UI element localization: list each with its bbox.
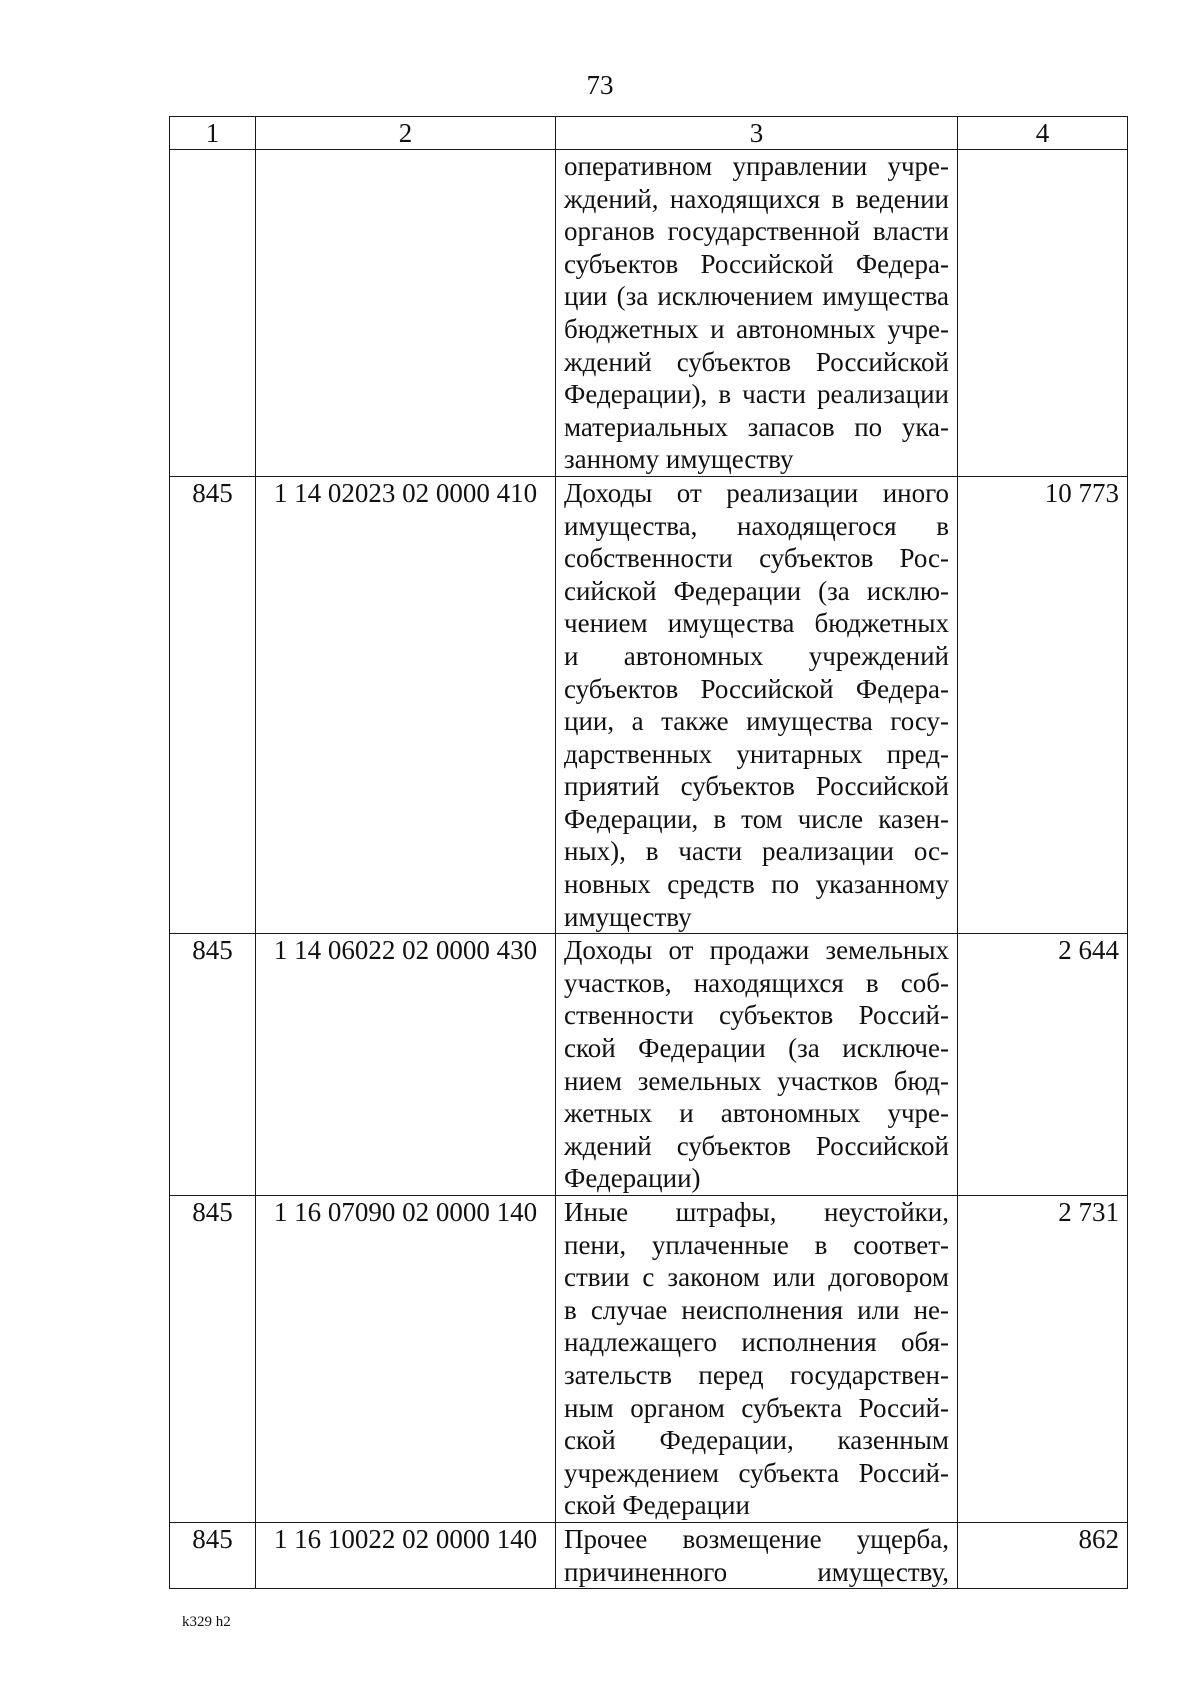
table-row xyxy=(170,934,1128,1196)
table-row xyxy=(170,476,1128,933)
amount-cell: 10 773 xyxy=(958,476,1128,933)
income-name-line: и автономных учреждений xyxy=(564,640,949,671)
income-name-line: имущества, находящегося в xyxy=(564,510,949,541)
income-name-line: ской Федерации, казенным xyxy=(564,1425,949,1456)
footer-document-code: k329 h2 xyxy=(182,1614,231,1630)
admin-code-cell: 845 xyxy=(170,1522,256,1588)
income-name-line: ской Федерации (за исключе- xyxy=(564,1033,949,1064)
income-name-line: бюджетных и автономных учре- xyxy=(564,313,949,344)
income-name-cell xyxy=(556,1196,958,1523)
income-name-line: чением имущества бюджетных xyxy=(564,608,949,639)
admin-code-cell: 845 xyxy=(170,1196,256,1523)
income-name-line: имуществу xyxy=(564,901,692,932)
income-name-line: Прочее возмещение ущерба, xyxy=(564,1523,949,1554)
income-name-line: материальных запасов по ука- xyxy=(564,411,949,442)
income-name-cell xyxy=(556,1522,958,1588)
income-name-line: нием земельных участков бюд- xyxy=(564,1065,949,1096)
table-row xyxy=(170,150,1128,477)
budget-classification-code-cell xyxy=(256,150,556,477)
table-body xyxy=(170,150,1128,1589)
table-row xyxy=(170,1196,1128,1523)
income-name-line: в случае неисполнения или не- xyxy=(564,1294,949,1325)
amount-cell xyxy=(958,150,1128,477)
budget-classification-code-cell: 1 14 06022 02 0000 430 xyxy=(256,934,556,1196)
column-header-3: 3 xyxy=(556,117,958,150)
admin-code-cell xyxy=(170,150,256,477)
amount-cell: 2 731 xyxy=(958,1196,1128,1523)
income-name-line: учреждением субъекта Россий- xyxy=(564,1457,949,1488)
table-header-row xyxy=(170,117,1128,150)
income-name-line: участков, находящихся в соб- xyxy=(564,967,949,998)
income-name-line: Федерации), в части реализации xyxy=(564,379,949,410)
column-header-4: 4 xyxy=(958,117,1128,150)
income-name-line: ждений субъектов Российской xyxy=(564,346,949,377)
income-name-cell xyxy=(556,476,958,933)
budget-classification-code-cell: 1 16 10022 02 0000 140 xyxy=(256,1522,556,1588)
income-name-line: субъектов Российской Федера- xyxy=(564,248,949,279)
income-name-line: зательств перед государствен- xyxy=(564,1359,949,1390)
amount-cell: 862 xyxy=(958,1522,1128,1588)
income-name-line: пени, уплаченные в соответ- xyxy=(564,1229,949,1260)
income-name-line: Иные штрафы, неустойки, xyxy=(564,1197,949,1227)
page-number: 73 xyxy=(586,70,614,100)
column-header-1: 1 xyxy=(170,117,256,150)
budget-classification-code-cell: 1 16 07090 02 0000 140 xyxy=(256,1196,556,1523)
column-header-2: 2 xyxy=(256,117,556,150)
income-name-line: собственности субъектов Рос- xyxy=(564,543,949,574)
income-name-line: надлежащего исполнения обя- xyxy=(564,1327,949,1358)
income-name-line: Федерации) xyxy=(564,1163,701,1194)
income-name-line: ской Федерации xyxy=(564,1490,750,1521)
income-name-line: Доходы от реализации иного xyxy=(564,477,949,508)
amount-cell: 2 644 xyxy=(958,934,1128,1196)
income-name-line: ждений, находящихся в ведении xyxy=(564,183,949,214)
income-name-line: ственности субъектов Россий- xyxy=(564,1000,949,1031)
table-row xyxy=(170,1522,1128,1588)
income-name-line: ции (за исключением имущества xyxy=(564,281,949,312)
income-name-line: занному имуществу xyxy=(564,444,794,475)
income-name-line: приятий субъектов Российской xyxy=(564,771,949,802)
admin-code-cell: 845 xyxy=(170,476,256,933)
revenue-table xyxy=(169,116,1128,1589)
income-name-line: жетных и автономных учре- xyxy=(564,1098,949,1129)
income-name-line: ждений субъектов Российской xyxy=(564,1130,949,1161)
income-name-line: субъектов Российской Федера- xyxy=(564,673,949,704)
income-name-line: сийской Федерации (за исклю- xyxy=(564,575,949,606)
admin-code-cell: 845 xyxy=(170,934,256,1196)
budget-classification-code-cell: 1 14 02023 02 0000 410 xyxy=(256,476,556,933)
income-name-line: причиненного имуществу, xyxy=(564,1556,949,1587)
income-name-line: органов государственной власти xyxy=(564,216,949,247)
income-name-line: Доходы от продажи земельных xyxy=(564,935,949,966)
income-name-line: ции, а также имущества госу- xyxy=(564,706,949,737)
income-name-cell xyxy=(556,934,958,1196)
income-name-line: ствии с законом или договором xyxy=(564,1262,949,1293)
income-name-line: дарственных унитарных пред- xyxy=(564,738,949,769)
income-name-line: новных средств по указанному xyxy=(564,869,949,900)
income-name-line: ных), в части реализации ос- xyxy=(564,836,949,867)
income-name-line: оперативном управлении учре- xyxy=(564,151,949,181)
income-name-line: ным органом субъекта Россий- xyxy=(564,1392,949,1423)
income-name-cell xyxy=(556,150,958,477)
income-name-line: Федерации, в том числе казен- xyxy=(564,803,949,834)
